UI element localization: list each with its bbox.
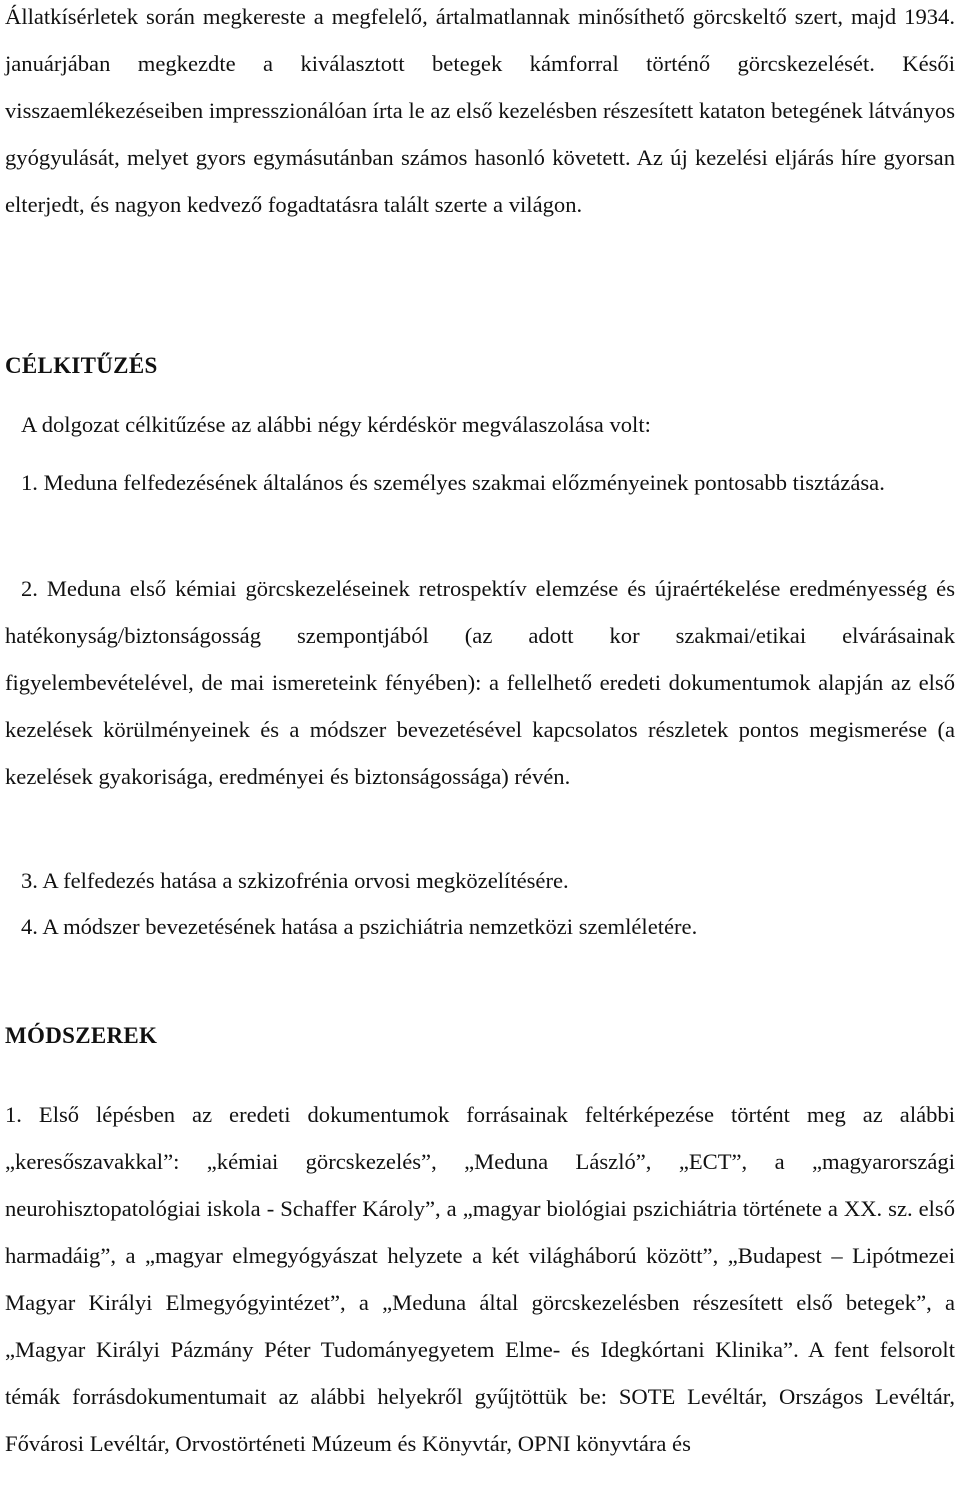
section-heading-modszerek: MÓDSZEREK: [5, 1023, 158, 1048]
celkituzes-item-3: 3. A felfedezés hatása a szkizofrénia orvosi megközelítésére.: [21, 868, 569, 893]
modszerek-paragraph: 1. Első lépésben az eredeti dokumentumok forrásainak feltérképezése történt meg az alábbi „keresőszavakkal”: „kémiai görcskezelés”, „Meduna László”, „ECT”, a „magyarországi neurohisztopatológiai iskola - Schaffer Károly”, a „magyar biológiai pszichiátria története a XX. sz. első harmadáig”, a „magyar elmegyógyászat helyzete a két világháború között”, „Budapest – Lipótmezei Magyar Királyi Elmegyógyintézet”, a „Meduna által görcskezelésben részesített első betegek”, a „Magyar Királyi Pázmány Péter Tudományegyetem Elme- és Idegkórtani Klinika”. A fent felsorolt témák forrásdokumentumait az alábbi helyekről gyűjtöttük be: SOTE Levéltár, Országos Levéltár, Fővárosi Levéltár, Orvostörténeti Múzeum és Könyvtár, OPNI könyvtára és: [5, 1102, 955, 1456]
celkituzes-item-1: 1. Meduna felfedezésének általános és személyes szakmai előzményeinek pontosabb tisztázása.: [21, 470, 885, 495]
celkituzes-intro: A dolgozat célkitűzése az alábbi négy kérdéskör megválaszolása volt:: [21, 412, 651, 437]
section-heading-celkituzes: CÉLKITŰZÉS: [5, 353, 158, 378]
celkituzes-item-4: 4. A módszer bevezetésének hatása a pszichiátria nemzetközi szemléletére.: [21, 914, 698, 939]
celkituzes-item-2: 2. Meduna első kémiai görcskezeléseinek retrospektív elemzése és újraértékelése eredményesség és hatékonyság/biztonságosság szempontjából (az adott kor szakmai/etikai elvárásainak figyelembevételével, de mai ismereteink fényében): a fellelhető eredeti dokumentumok alapján az első kezelések körülményeinek és a módszer bevezetésével kapcsolatos részletek pontos megismerése (a kezelések gyakorisága, eredményei és biztonságossága) révén.: [5, 576, 955, 789]
intro-paragraph: Állatkísérletek során megkereste a megfelelő, ártalmatlannak minősíthető görcskeltő szert, majd 1934. januárjában megkezdte a kiválasztott betegek kámforral történő görcskezelését. Késői visszaemlékezéseiben impresszionálóan írta le az első kezelésben részesített kataton betegének látványos gyógyulását, melyet gyors egymásutánban számos hasonló követett. Az új kezelési eljárás híre gyorsan elterjedt, és nagyon kedvező fogadtatásra talált szerte a világon.: [5, 4, 955, 217]
